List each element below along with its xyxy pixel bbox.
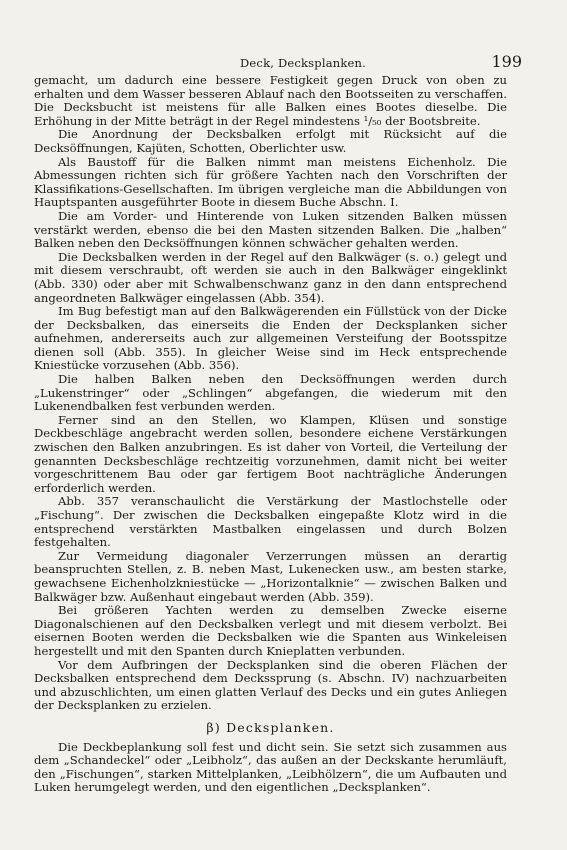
- paragraph: Bei größeren Yachten werden zu demselben Zwecke eiserne Diagonalschienen auf den Decksbalken verlegt und mit diesem verbolzt. Bei eisernen Booten werden die Decksbalken wie die Spanten aus Winkeleisen hergestellt und mit den Spanten durch Knieplatten verbunden.: [34, 603, 507, 658]
- paragraph: gemacht, um dadurch eine bessere Festigkeit gegen Druck von oben zu erhalten und dem Wasser besseren Ablauf nach den Bootsseiten zu verschaffen. Die Decksbucht ist meistens für alle Balken eines Bootes dieselbe. Die Erhöhung in der Mitte beträgt in der Regel mindestens ¹/₅₀ der Bootsbreite.: [34, 73, 507, 128]
- paragraph: Die Decksbalken werden in der Regel auf den Balkwäger (s. o.) gelegt und mit diesem verschraubt, oft werden sie auch in den Balkwäger eingeklinkt (Abb. 330) oder aber mit Schwalbenschwanz ganz in den dann entsprechend angeordneten Balkwäger eingelassen (Abb. 354).: [34, 249, 507, 305]
- paragraph: Im Bug befestigt man auf den Balkwägerenden ein Füllstück von der Dicke der Decksbalken, das einerseits die Enden der Decksplanken sicher aufnehmen, andererseits auch zur allgemeinen Versteifung der Bootsspitze dienen soll (Abb. 355). In gleicher Weise sind im Heck entsprechende Kniestücke vorzusehen (Abb. 356).: [34, 304, 507, 373]
- paragraph: Die Anordnung der Decksbalken erfolgt mit Rücksicht auf die Decksöffnungen, Kajüten, Schotten, Oberlichter usw.: [34, 127, 507, 155]
- paragraph: Ferner sind an den Stellen, wo Klampen, Klüsen und sonstige Deckbeschläge angebracht werden sollen, besondere eichene Verstärkungen zwischen den Balken anzubringen. Es ist daher von Vorteil, die Verteilung der genannten Decksbeschläge rechtzeitig vorzunehmen, damit nicht bei weiter vorgeschrittenem Bau oder gar fertigem Boot nachträgliche Änderungen erforderlich werden.: [34, 412, 507, 495]
- page-number: 199: [491, 52, 522, 71]
- running-title: Deck, Decksplanken.: [240, 56, 367, 70]
- paragraph: Zur Vermeidung diagonaler Verzerrungen müssen an derartig beanspruchten Stellen, z. B. neben Mast, Lukenecken usw., am besten starke, gewachsene Eichenholzkniestücke — „Horizontalknie“ — zwischen Balken und Balkwäger bzw. Außenhaut eingebaut werden (Abb. 359).: [34, 548, 507, 604]
- paragraph: Abb. 357 veranschaulicht die Verstärkung der Mastlochstelle oder „Fischung“. Der zwischen die Decksbalken eingepaßte Klotz wird in die entsprechend verstärkten Mastbalken eingelassen und durch Bolzen festgehalten.: [34, 494, 507, 550]
- closing-paragraph: Die Deckbeplankung soll fest und dicht sein. Sie setzt sich zusammen aus dem „Schandeckel“ oder „Leibholz“, das außen an der Deckskante herumläuft, den „Fischungen“, starken Mittelplanken, „Leibhölzern“, die um Aufbauten und Luken herumgelegt werden, und den eigentlichen „Decksplanken“.: [34, 739, 507, 795]
- paragraph: Als Baustoff für die Balken nimmt man meistens Eichenholz. Die Abmessungen richten sich für größere Yachten nach den Vorschriften der Klassifikations-Gesellschaften. Im übrigen vergleiche man die Abbildungen von Hauptspanten ausgeführter Boote in diesem Buche Abschn. I.: [34, 154, 507, 210]
- paragraph: Die am Vorder- und Hinterende von Luken sitzenden Balken müssen verstärkt werden, ebenso die bei den Masten sitzenden Balken. Die „halben“ Balken neben den Decksöffnungen können schwächer gehalten werden.: [34, 208, 507, 251]
- section-heading: β) Decksplanken.: [206, 719, 335, 735]
- page-header: [34, 50, 522, 72]
- paragraph: Vor dem Aufbringen der Decksplanken sind die oberen Flächen der Decksbalken entsprechend dem Deckssprung (s. Abschn. IV) nachzuarbeiten und abzuschlichten, um einen glatten Verlauf des Decks und ein gutes Anliegen der Decksplanken zu erzielen.: [34, 657, 507, 713]
- body-text: [34, 74, 507, 795]
- paragraph: Die halben Balken neben den Decksöffnungen werden durch „Lukenstringer“ oder „Schlingen“ abgefangen, die wiederum mit den Lukenendbalken fest verbunden werden.: [34, 372, 507, 414]
